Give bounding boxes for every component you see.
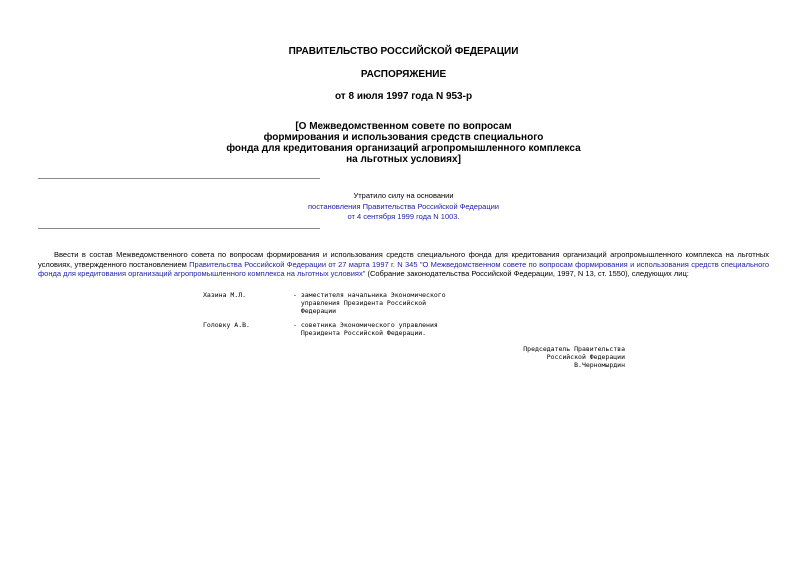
person-name-1: Хазина М.Л.	[203, 291, 247, 299]
status-note-link-line-2[interactable]	[0, 212, 807, 223]
status-note-text: Утратило силу на основании	[353, 191, 454, 200]
body-paragraph	[38, 250, 769, 279]
divider-top	[38, 178, 320, 179]
body-text-part-1: Ввести в состав Межведомственного совета по вопросам формирования и использования средств специального фонда для кредитования организаций агропромышленного комплекса на льготных условиях, утвержденного постановлением	[38, 250, 769, 269]
document-subject	[0, 121, 807, 165]
subject-line-3: фонда для кредитования организаций агропромышленного комплекса	[226, 143, 581, 154]
status-note-link-line-1[interactable]	[0, 202, 807, 213]
repeal-decree-link-1[interactable]: постановления Правительства Российской Федерации	[307, 201, 499, 211]
document-type: РАСПОРЯЖЕНИЕ	[360, 69, 447, 80]
subject-line-2: формирования и использования средств специального	[263, 132, 544, 143]
subject-line-4: на льготных условиях]	[346, 154, 461, 165]
person-name-2: Головку А.В.	[203, 321, 250, 329]
signature-block	[440, 345, 625, 369]
subject-line-1: [О Межведомственном совете по вопросам	[295, 121, 512, 132]
signature-country: Российской Федерации	[546, 353, 625, 361]
body-text-part-2: (Собрание законодательства Российской Федерации, 1997, N 13, ст. 1550), следующих лиц:	[365, 269, 689, 278]
divider-bottom	[38, 228, 320, 229]
repeal-decree-link-2[interactable]: от 4 сентября 1999 года N 1003.	[347, 212, 460, 221]
decree-345-link[interactable]: Правительства Российской Федерации от 27 марта 1997 г. N 345 "О Межведомственном совете по вопросам формирования и использования средств специального фонда для кредитования организаций агропромышленного комплекса на льготных условиях"	[38, 259, 769, 278]
document-date: от 8 июля 1997 года N 953-р	[334, 91, 473, 102]
signature-title: Председатель Правительства	[523, 345, 625, 353]
signature-name: В.Черномырдин	[574, 361, 625, 369]
person-description-1: - заместителя начальника Экономического управления Президента Российской Федерации	[293, 291, 446, 315]
person-description-2: - советника Экономического управления Президента Российской Федерации.	[293, 321, 438, 337]
government-title: ПРАВИТЕЛЬСТВО РОССИЙСКОЙ ФЕДЕРАЦИИ	[288, 46, 519, 57]
